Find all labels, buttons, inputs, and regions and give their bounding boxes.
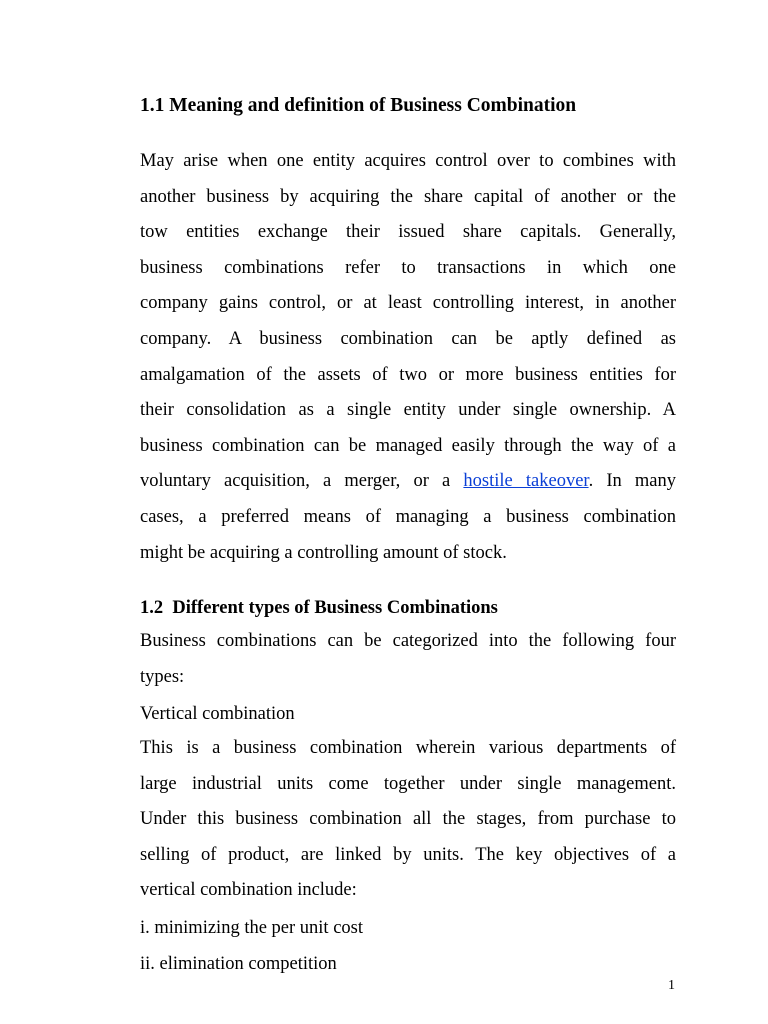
subheading-vertical-combination: Vertical combination bbox=[140, 704, 295, 724]
page-number: 1 bbox=[668, 978, 675, 993]
paragraph-line-last: vertical combination include: bbox=[140, 880, 357, 901]
paragraph-line: business combinations refer to transactions in which one bbox=[140, 257, 676, 278]
paragraph-line: cases, a preferred means of managing a business combination bbox=[140, 506, 676, 527]
paragraph-vertical bbox=[140, 731, 676, 909]
paragraph-line: company gains control, or at least controlling interest, in another bbox=[140, 293, 676, 314]
paragraph-line-last: types: bbox=[140, 666, 185, 687]
paragraph-line: large industrial units come together under single management. bbox=[140, 773, 676, 794]
paragraph-line: tow entities exchange their issued share capitals. Generally, bbox=[140, 222, 676, 243]
paragraph-line: amalgamation of the assets of two or more business entities for bbox=[140, 364, 676, 385]
paragraph-line: This is a business combination wherein various departments of bbox=[140, 738, 676, 758]
paragraph-intro bbox=[140, 624, 676, 695]
paragraph-line-with-link bbox=[140, 464, 676, 500]
list-item: ii. elimination competition bbox=[140, 954, 337, 974]
hostile-takeover-link[interactable]: hostile takeover bbox=[463, 471, 589, 492]
section-heading-1-2: 1.2 Different types of Business Combinations bbox=[140, 598, 498, 618]
link-line-after: . In many bbox=[588, 471, 677, 492]
paragraph-line: company. A business combination can be aptly defined as bbox=[140, 328, 676, 349]
paragraph-line-last: might be acquiring a controlling amount of stock. bbox=[140, 542, 507, 563]
paragraph-line: Under this business combination all the stages, from purchase to bbox=[140, 809, 676, 830]
paragraph-line: their consolidation as a single entity under single ownership. A bbox=[140, 400, 676, 421]
list-item: i. minimizing the per unit cost bbox=[140, 918, 363, 938]
paragraph-line: selling of product, are linked by units. The key objectives of a bbox=[140, 844, 676, 865]
paragraph-meaning bbox=[140, 144, 676, 571]
link-line-before: voluntary acquisition, a merger, or a bbox=[140, 471, 464, 492]
paragraph-line: May arise when one entity acquires control over to combines with bbox=[140, 151, 676, 171]
section-heading-1-1: 1.1 Meaning and definition of Business Combination bbox=[140, 95, 577, 116]
paragraph-line: business combination can be managed easily through the way of a bbox=[140, 435, 676, 456]
paragraph-line: Business combinations can be categorized into the following four bbox=[140, 631, 676, 651]
paragraph-line: another business by acquiring the share capital of another or the bbox=[140, 186, 676, 207]
